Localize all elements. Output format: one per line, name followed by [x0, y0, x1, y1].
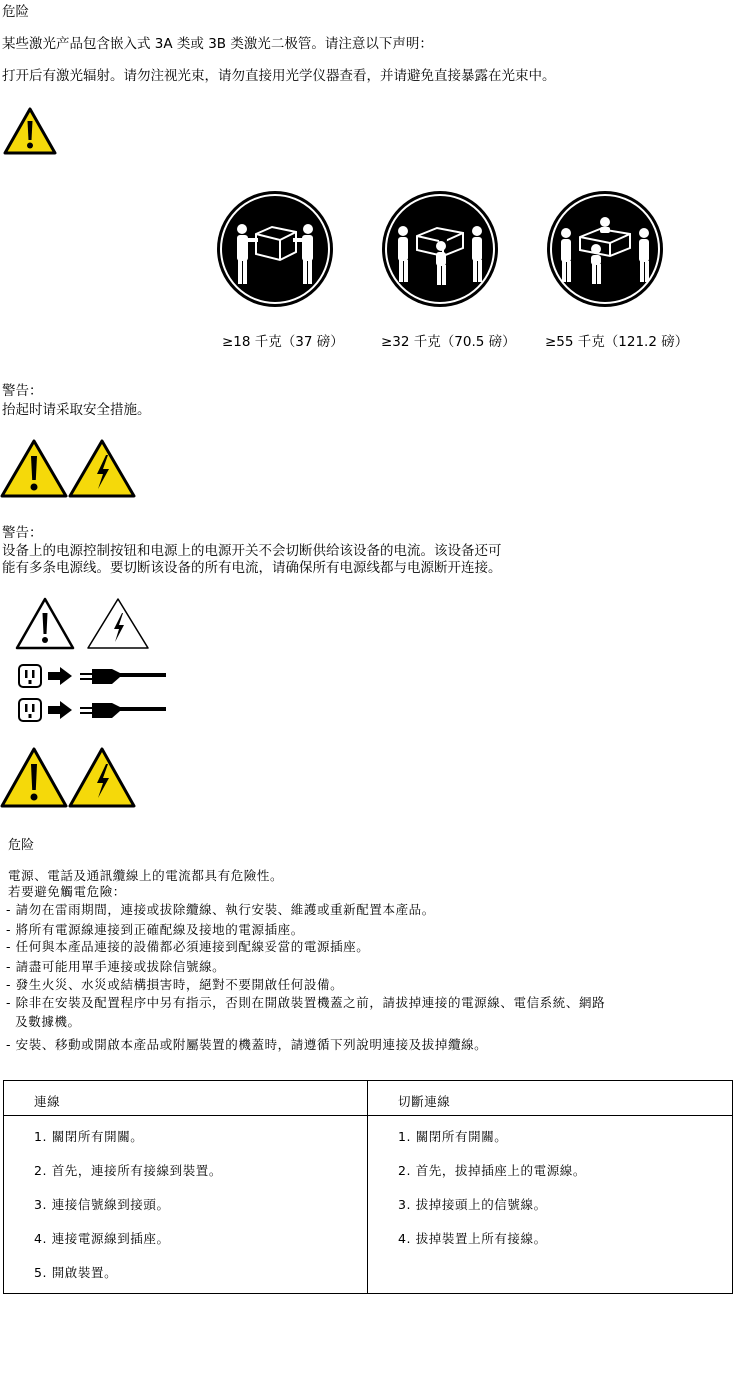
caution-electrical-icons	[0, 438, 136, 500]
disconnect-step: 2. 首先，拔掉插座上的電源線。	[398, 1163, 587, 1178]
power-plug-icon	[80, 669, 166, 684]
electrical-hazard-icon	[88, 599, 148, 648]
connect-step: 4. 連接電源線到插座。	[34, 1231, 170, 1246]
lift-warning-label: 警告：	[2, 383, 43, 399]
power-outlet-icon	[19, 665, 41, 687]
arrow-icon	[48, 667, 72, 685]
electrical-line2: 若要避免觸電危險：	[8, 884, 126, 899]
electrical-bullet: - 將所有電源線連接到正確配線及接地的電源插座。	[6, 922, 304, 937]
lift-warning-text: 抬起时请采取安全措施。	[2, 402, 151, 418]
electrical-danger-title: 危险	[8, 838, 35, 853]
lift-caption-55kg: ≥55 千克（121.2 磅）	[545, 334, 689, 350]
electrical-bullet: - 除非在安裝及配置程序中另有指示，否則在開啟裝置機蓋之前，請拔掉連接的電源線、電信系統、網路	[6, 995, 606, 1010]
caution-icon	[2, 106, 58, 156]
power-warning-line2: 能有多条电源线。要切断该设备的所有电流，请确保所有电源线都与电源断开连接。	[2, 560, 502, 576]
electrical-bullet: 及數據機。	[6, 1014, 81, 1029]
four-person-lift-icon	[546, 190, 664, 308]
electrical-bullet: - 安裝、移動或開啟本產品或附屬裝置的機蓋時，請遵循下列說明連接及拔掉纜線。	[6, 1037, 488, 1052]
laser-intro: 某些激光产品包含嵌入式 3A 类或 3B 类激光二极管。请注意以下声明：	[2, 36, 433, 52]
connect-header-cell	[4, 1081, 368, 1116]
power-warning-line1: 设备上的电源控制按钮和电源上的电源开关不会切断供给该设备的电流。该设备还可	[2, 543, 502, 559]
caution-electrical-icons-2	[0, 746, 136, 810]
caution-icon	[17, 599, 73, 648]
electrical-bullet: - 請勿在雷雨期間，連接或拔除纜線、執行安裝、維護或重新配置本產品。	[6, 902, 435, 917]
disconnect-header-cell	[368, 1081, 733, 1116]
two-person-lift-icon	[216, 190, 334, 308]
disconnect-header: 切斷連線	[398, 1094, 451, 1109]
electrical-bullet: - 發生火災、水災或結構損害時，絕對不要開啟任何設備。	[6, 977, 344, 992]
electrical-hazard-icon	[70, 441, 134, 496]
caution-icon	[2, 441, 66, 496]
connect-step: 2. 首先，連接所有接線到裝置。	[34, 1163, 223, 1178]
power-plug-icon	[80, 703, 166, 718]
laser-danger-title: 危险	[2, 4, 29, 20]
electrical-bullet: - 任何與本產品連接的設備都必須連接到配線妥當的電源插座。	[6, 939, 370, 954]
disconnect-step: 4. 拔掉裝置上所有接線。	[398, 1231, 547, 1246]
connect-step: 3. 連接信號線到接頭。	[34, 1197, 170, 1212]
arrow-icon	[48, 701, 72, 719]
connect-steps-cell	[4, 1116, 368, 1294]
electrical-line1: 電源、電話及通訊纜線上的電流都具有危險性。	[8, 868, 284, 883]
disconnect-step: 1. 關閉所有開關。	[398, 1129, 508, 1144]
caution-icon	[2, 749, 66, 806]
unplug-diagram	[16, 662, 170, 726]
laser-statement: 打开后有激光辐射。请勿注视光束，请勿直接用光学仪器查看，并请避免直接暴露在光束中。	[2, 68, 556, 84]
lift-caption-18kg: ≥18 千克（37 磅）	[222, 334, 344, 350]
power-outlet-icon	[19, 699, 41, 721]
connect-disconnect-table	[3, 1080, 733, 1294]
three-person-lift-icon	[381, 190, 499, 308]
disconnect-step: 3. 拔掉接頭上的信號線。	[398, 1197, 547, 1212]
outline-warning-icons	[14, 596, 154, 652]
power-warning-label: 警告：	[2, 525, 43, 541]
connect-header: 連線	[34, 1094, 61, 1109]
connect-step: 1. 關閉所有開關。	[34, 1129, 144, 1144]
electrical-hazard-icon	[70, 749, 134, 806]
disconnect-steps-cell	[368, 1116, 733, 1294]
connect-step: 5. 開啟裝置。	[34, 1265, 118, 1280]
lift-caption-32kg: ≥32 千克（70.5 磅）	[381, 334, 516, 350]
electrical-bullet: - 請盡可能用單手連接或拔除信號線。	[6, 959, 226, 974]
